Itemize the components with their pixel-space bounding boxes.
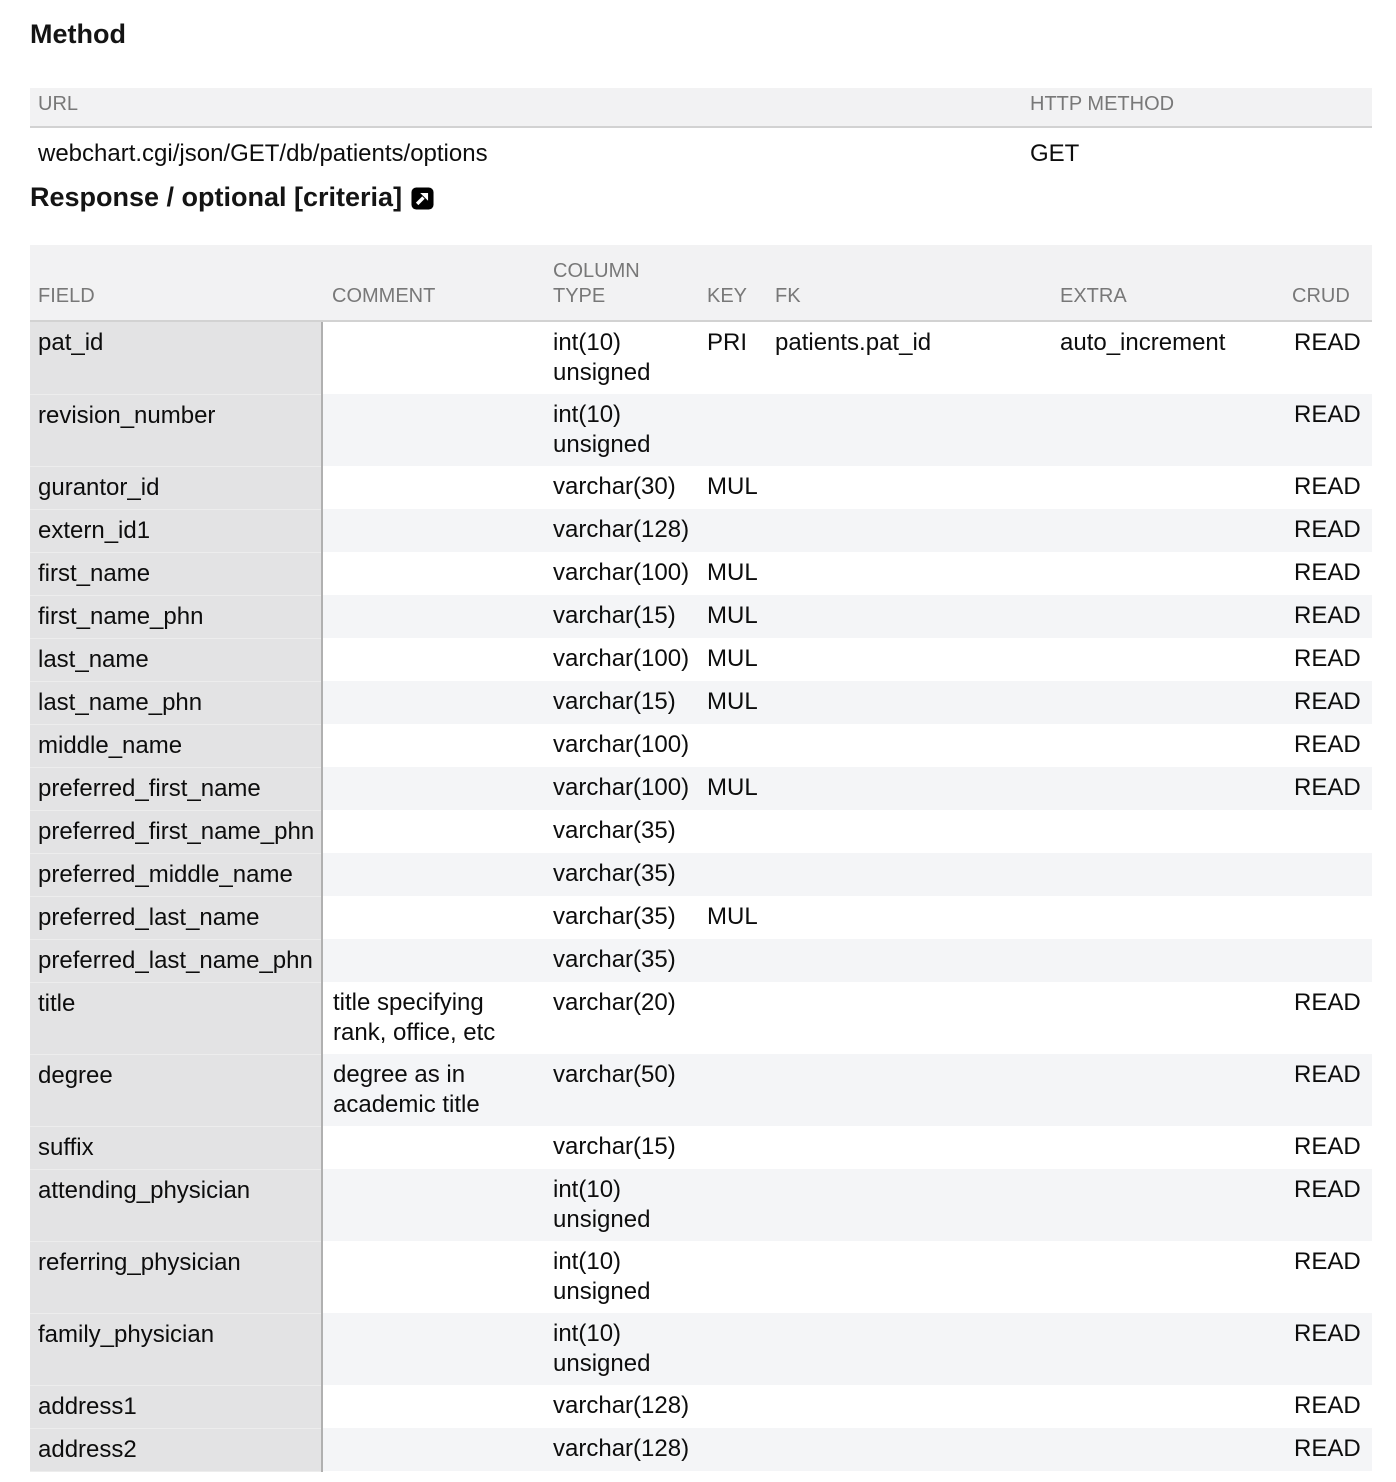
field-name-cell: preferred_last_name xyxy=(30,896,322,939)
column-type-cell: varchar(15) xyxy=(553,1133,676,1160)
field-name-cell: address1 xyxy=(30,1385,322,1428)
key-cell: MUL xyxy=(707,645,758,672)
key-cell xyxy=(697,509,765,552)
key-cell: MUL xyxy=(707,774,758,801)
crud-cell: READ xyxy=(1294,516,1361,543)
field-row xyxy=(30,1385,1372,1428)
crud-cell: READ xyxy=(1294,1435,1361,1462)
fk-cell xyxy=(765,1169,1050,1241)
fk-cell xyxy=(765,1313,1050,1385)
comment-cell xyxy=(322,321,543,394)
fk-cell xyxy=(765,466,1050,509)
field-name-cell: family_physician xyxy=(30,1313,322,1385)
crud-cell: READ xyxy=(1294,688,1361,715)
comment-cell xyxy=(322,896,543,939)
column-type-cell: int(10) unsigned xyxy=(553,1248,651,1305)
fk-cell xyxy=(765,1428,1050,1471)
url-value: webchart.cgi/json/GET/db/patients/options xyxy=(38,140,488,167)
fk-cell xyxy=(765,853,1050,896)
column-type-cell: varchar(35) xyxy=(553,903,676,930)
extra-cell xyxy=(1050,853,1282,896)
field-name-cell: attending_physician xyxy=(30,1169,322,1241)
key-cell xyxy=(697,982,765,1054)
http-method-value: GET xyxy=(1030,140,1080,167)
crud-cell: READ xyxy=(1294,774,1361,801)
method-table xyxy=(30,88,1372,181)
extra-cell xyxy=(1050,896,1282,939)
fk-cell xyxy=(765,1385,1050,1428)
fk-cell xyxy=(765,896,1050,939)
key-cell xyxy=(697,1313,765,1385)
crud-cell: READ xyxy=(1294,329,1361,356)
column-header-key: KEY xyxy=(697,245,765,321)
field-name-cell: pat_id xyxy=(30,321,322,394)
key-cell: MUL xyxy=(707,688,758,715)
key-cell xyxy=(697,939,765,982)
comment-cell: title specifying rank, office, etc xyxy=(333,989,496,1046)
fk-cell xyxy=(765,1241,1050,1313)
crud-cell xyxy=(1282,896,1372,939)
comment-cell xyxy=(322,681,543,724)
column-header-column-type xyxy=(543,245,697,321)
field-name-cell: extern_id1 xyxy=(30,509,322,552)
field-row xyxy=(30,681,1372,724)
extra-cell xyxy=(1050,1169,1282,1241)
comment-cell xyxy=(322,595,543,638)
column-type-cell: int(10) unsigned xyxy=(553,1176,651,1233)
fk-cell xyxy=(765,982,1050,1054)
external-link-icon[interactable] xyxy=(411,187,434,210)
comment-cell xyxy=(322,1313,543,1385)
field-name-cell: last_name_phn xyxy=(30,681,322,724)
key-cell: MUL xyxy=(707,903,758,930)
field-name-cell: address2 xyxy=(30,1428,322,1471)
crud-cell: READ xyxy=(1294,1248,1361,1275)
field-name-cell: preferred_first_name xyxy=(30,767,322,810)
column-header-comment: COMMENT xyxy=(322,245,543,321)
column-type-cell: varchar(50) xyxy=(553,1061,676,1088)
extra-cell xyxy=(1050,394,1282,466)
key-cell xyxy=(697,1126,765,1169)
column-type-cell: varchar(35) xyxy=(553,860,676,887)
field-row xyxy=(30,552,1372,595)
field-row xyxy=(30,939,1372,982)
comment-cell xyxy=(322,552,543,595)
fk-cell xyxy=(765,1126,1050,1169)
comment-cell xyxy=(322,1428,543,1471)
column-type-cell: int(10) unsigned xyxy=(553,329,651,386)
response-heading-text: Response / optional [criteria] xyxy=(30,182,403,212)
field-row xyxy=(30,638,1372,681)
field-row xyxy=(30,394,1372,466)
column-type-cell: varchar(100) xyxy=(553,731,690,758)
column-header-field: FIELD xyxy=(30,245,322,321)
crud-cell: READ xyxy=(1294,559,1361,586)
fk-cell xyxy=(765,595,1050,638)
response-table-body xyxy=(30,321,1372,1471)
key-cell xyxy=(697,853,765,896)
field-name-cell: degree xyxy=(30,1054,322,1126)
key-cell xyxy=(697,810,765,853)
extra-cell: auto_increment xyxy=(1060,329,1226,356)
crud-cell xyxy=(1282,939,1372,982)
field-row xyxy=(30,509,1372,552)
crud-cell: READ xyxy=(1294,1392,1361,1419)
column-header-extra: EXTRA xyxy=(1050,245,1282,321)
http-method-column-header: HTTP METHOD xyxy=(1022,88,1372,127)
comment-cell xyxy=(322,509,543,552)
field-name-cell: referring_physician xyxy=(30,1241,322,1313)
column-type-cell: int(10) unsigned xyxy=(553,1320,651,1377)
column-type-cell: int(10) unsigned xyxy=(553,401,651,458)
method-heading: Method xyxy=(30,19,126,49)
field-name-cell: title xyxy=(30,982,322,1054)
field-name-cell: first_name_phn xyxy=(30,595,322,638)
column-type-cell: varchar(100) xyxy=(553,559,690,586)
method-table-row xyxy=(30,127,1372,181)
crud-cell: READ xyxy=(1294,1133,1361,1160)
extra-cell xyxy=(1050,1385,1282,1428)
key-cell xyxy=(697,394,765,466)
crud-cell: READ xyxy=(1294,645,1361,672)
fk-cell xyxy=(765,939,1050,982)
field-row xyxy=(30,321,1372,394)
comment-cell xyxy=(322,767,543,810)
fk-cell xyxy=(765,810,1050,853)
comment-cell xyxy=(322,1169,543,1241)
url-column-header: URL xyxy=(30,88,1022,127)
comment-cell: degree as in academic title xyxy=(333,1061,480,1118)
field-row xyxy=(30,466,1372,509)
key-cell: MUL xyxy=(707,559,758,586)
column-type-cell: varchar(15) xyxy=(553,688,676,715)
field-row xyxy=(30,1428,1372,1471)
key-cell: MUL xyxy=(707,473,758,500)
field-row xyxy=(30,982,1372,1054)
extra-cell xyxy=(1050,1313,1282,1385)
crud-cell xyxy=(1282,853,1372,896)
response-heading xyxy=(30,181,1372,214)
key-cell xyxy=(697,1054,765,1126)
extra-cell xyxy=(1050,638,1282,681)
field-name-cell: revision_number xyxy=(30,394,322,466)
crud-cell: READ xyxy=(1294,473,1361,500)
crud-cell: READ xyxy=(1294,1320,1361,1347)
field-name-cell: last_name xyxy=(30,638,322,681)
field-row xyxy=(30,896,1372,939)
column-header-column-type-text: COLUMN TYPE xyxy=(553,260,640,307)
fk-cell: patients.pat_id xyxy=(775,329,932,356)
key-cell: MUL xyxy=(707,602,758,629)
field-row xyxy=(30,767,1372,810)
fk-cell xyxy=(765,767,1050,810)
extra-cell xyxy=(1050,1428,1282,1471)
field-row xyxy=(30,1054,1372,1126)
crud-cell: READ xyxy=(1294,401,1361,428)
fk-cell xyxy=(765,724,1050,767)
key-cell xyxy=(697,724,765,767)
response-table xyxy=(30,245,1372,1472)
field-name-cell: preferred_first_name_phn xyxy=(30,810,322,853)
fk-cell xyxy=(765,552,1050,595)
field-name-cell: suffix xyxy=(30,1126,322,1169)
field-row xyxy=(30,724,1372,767)
extra-cell xyxy=(1050,509,1282,552)
column-type-cell: varchar(128) xyxy=(553,1435,690,1462)
extra-cell xyxy=(1050,724,1282,767)
field-name-cell: gurantor_id xyxy=(30,466,322,509)
comment-cell xyxy=(322,1126,543,1169)
comment-cell xyxy=(322,1385,543,1428)
field-row xyxy=(30,1169,1372,1241)
crud-cell: READ xyxy=(1294,1176,1361,1203)
key-cell xyxy=(697,1385,765,1428)
comment-cell xyxy=(322,394,543,466)
key-cell: PRI xyxy=(707,329,748,356)
column-type-cell: varchar(128) xyxy=(553,1392,690,1419)
fk-cell xyxy=(765,638,1050,681)
crud-cell: READ xyxy=(1294,989,1361,1016)
field-name-cell: preferred_last_name_phn xyxy=(30,939,322,982)
extra-cell xyxy=(1050,1054,1282,1126)
method-table-header-row xyxy=(30,88,1372,127)
comment-cell xyxy=(322,724,543,767)
extra-cell xyxy=(1050,1241,1282,1313)
column-header-fk: FK xyxy=(765,245,1050,321)
field-row xyxy=(30,1241,1372,1313)
fk-cell xyxy=(765,681,1050,724)
response-table-header-row xyxy=(30,245,1372,321)
column-type-cell: varchar(100) xyxy=(553,645,690,672)
column-type-cell: varchar(100) xyxy=(553,774,690,801)
extra-cell xyxy=(1050,466,1282,509)
field-row xyxy=(30,853,1372,896)
extra-cell xyxy=(1050,767,1282,810)
comment-cell xyxy=(322,853,543,896)
crud-cell: READ xyxy=(1294,1061,1361,1088)
column-type-cell: varchar(30) xyxy=(553,473,676,500)
fk-cell xyxy=(765,509,1050,552)
extra-cell xyxy=(1050,939,1282,982)
fk-cell xyxy=(765,394,1050,466)
comment-cell xyxy=(322,810,543,853)
extra-cell xyxy=(1050,1126,1282,1169)
extra-cell xyxy=(1050,595,1282,638)
extra-cell xyxy=(1050,681,1282,724)
fk-cell xyxy=(765,1054,1050,1126)
column-type-cell: varchar(20) xyxy=(553,989,676,1016)
key-cell xyxy=(697,1428,765,1471)
column-type-cell: varchar(35) xyxy=(553,817,676,844)
field-row xyxy=(30,810,1372,853)
column-header-crud: CRUD xyxy=(1282,245,1372,321)
page xyxy=(30,0,1372,1472)
column-type-cell: varchar(128) xyxy=(553,516,690,543)
comment-cell xyxy=(322,466,543,509)
key-cell xyxy=(697,1169,765,1241)
comment-cell xyxy=(322,638,543,681)
crud-cell: READ xyxy=(1294,731,1361,758)
extra-cell xyxy=(1050,982,1282,1054)
column-type-cell: varchar(15) xyxy=(553,602,676,629)
field-name-cell: middle_name xyxy=(30,724,322,767)
field-row xyxy=(30,595,1372,638)
extra-cell xyxy=(1050,810,1282,853)
crud-cell xyxy=(1282,810,1372,853)
column-type-cell: varchar(35) xyxy=(553,946,676,973)
comment-cell xyxy=(322,939,543,982)
field-name-cell: first_name xyxy=(30,552,322,595)
comment-cell xyxy=(322,1241,543,1313)
field-row xyxy=(30,1126,1372,1169)
field-name-cell: preferred_middle_name xyxy=(30,853,322,896)
field-row xyxy=(30,1313,1372,1385)
crud-cell: READ xyxy=(1294,602,1361,629)
extra-cell xyxy=(1050,552,1282,595)
key-cell xyxy=(697,1241,765,1313)
